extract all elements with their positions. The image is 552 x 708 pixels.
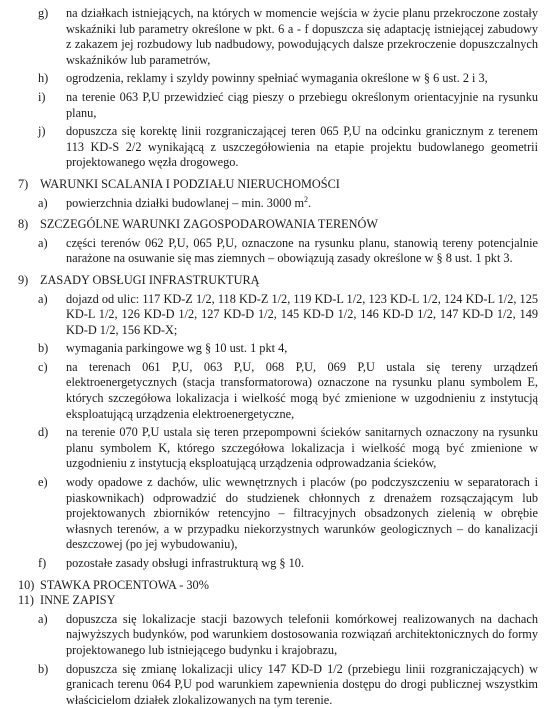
- item-text: dopuszcza się lokalizacje stacji bazowych telefonii komórkowej realizowanych na dachach najwyższych budynków, pod warunkiem dostosowania rozwiązań architektonicznych do formy projektowanego lub istniejącego budynku i krajobrazu,: [66, 611, 538, 657]
- item-label: e): [38, 475, 48, 490]
- list-item-8a: [0, 236, 552, 267]
- item-text: na terenie 070 P,U ustala się teren przepompowni ścieków sanitarnych oznaczony na rysunku planu symbolem K, którego szczegółowa lokalizacja i wielkość mogą być zmienione w uzgodnieniu z instytucją eksploatującą urządzenia odprowadzania ścieków,: [66, 425, 538, 471]
- superscript: 2: [304, 194, 309, 204]
- item-label: i): [38, 89, 46, 104]
- list-item-9c: [0, 360, 552, 422]
- item-text: dopuszcza się korektę linii rozgraniczającej teren 065 P,U na odcinku granicznym z terenem 113 KD-S 2/2 wynikającą z uszczegółowienia na etapie projektu budowlanego geometrii projektowanego węzła drogowego.: [66, 124, 538, 170]
- item-text-end: .: [308, 195, 312, 210]
- item-label: b): [38, 661, 49, 676]
- item-text: dopuszcza się zmianę lokalizacji ulicy 147 KD-D 1/2 (przebiegu linii rozgraniczających) w granicach terenu 064 P,U pod warunkiem zapewnienia dostępu do drogi publicznej wszystkim właścicielom działek zlokalizowanych na tym terenie.: [66, 661, 538, 707]
- section-title: WARUNKI SCALANIA I PODZIAŁU NIERUCHOMOŚCI: [40, 176, 340, 191]
- item-text: części terenów 062 P,U, 065 P,U, oznaczone na rysunku planu, stanowią tereny potencjalnie narażone na osuwanie się mas ziemnych – obowiązują zasady określone w § 8 ust. 1 pkt 3.: [66, 235, 538, 266]
- item-label: a): [38, 611, 48, 626]
- list-item-11a: [0, 612, 552, 659]
- item-text: dojazd od ulic: 117 KD-Z 1/2, 118 KD-Z 1/2, 119 KD-L 1/2, 123 KD-L 1/2, 124 KD-L 1/2, 125 KD-L 1/2, 126 KD-D 1/2, 127 KD-D 1/2, 145 KD-D 1/2, 146 KD-D 1/2, 147 KD-D 1/2, 149 KD-D 1/2, 156 KD-X;: [66, 291, 538, 337]
- section-title: STAWKA PROCENTOWA - 30%: [40, 577, 209, 592]
- section-heading-11: [0, 593, 552, 609]
- section-title: SZCZEGÓLNE WARUNKI ZAGOSPODAROWANIA TERENÓW: [40, 217, 379, 232]
- list-item-9e: [0, 475, 552, 553]
- item-label: b): [38, 341, 49, 356]
- section-title: INNE ZAPISY: [40, 593, 116, 608]
- item-label: c): [38, 359, 48, 374]
- item-text: na działkach istniejących, na których w momencie wejścia w życie planu przekroczone zostały wskaźniki lub parametry określone w pkt. 6 a - f dopuszcza się adaptację istniejącej zabudowy z zakazem jej rozbudowy lub nadbudowy, powodujących dalsze przekroczenie dopuszczalnych wskaźników lub parametrów,: [66, 6, 538, 67]
- section-heading-7: [0, 177, 552, 193]
- item-label: f): [38, 556, 47, 570]
- list-item-h: [0, 71, 552, 87]
- item-label: a): [38, 195, 48, 210]
- section-heading-8: [0, 217, 552, 233]
- list-item-j: [0, 124, 552, 171]
- list-item-9d: [0, 425, 552, 472]
- list-item-9b: [0, 341, 552, 357]
- item-text: wody opadowe z dachów, ulic wewnętrznych i placów (po podczyszczeniu w separatorach i piaskownikach) odprowadzić do studzienek chłonnych z drenażem rozsączającym lub projektowanych zbiorników retencyjno – filtracyjnych obsadzonych zielenią w obrębie własnych terenów, a w przypadku niekorzystnych warunków geologicznych – do kanalizacji deszczowej (po jej wybudowaniu),: [66, 475, 538, 552]
- list-item-7a: [0, 196, 552, 212]
- item-text: pozostałe zasady obsługi infrastrukturą wg § 10.: [66, 556, 305, 570]
- item-text: ogrodzenia, reklamy i szyldy powinny spełniać wymagania określone w § 6 ust. 2 i 3,: [66, 71, 488, 86]
- item-text: wymagania parkingowe wg § 10 ust. 1 pkt 4,: [66, 341, 288, 356]
- item-label: h): [38, 71, 49, 86]
- document-page: [0, 6, 552, 708]
- section-number: 8): [18, 217, 29, 232]
- section-title: ZASADY OBSŁUGI INFRASTRUKTURĄ: [40, 272, 260, 287]
- section-number: 9): [18, 272, 29, 287]
- section-number: 7): [18, 176, 29, 191]
- list-item-g: [0, 6, 552, 68]
- list-item-9f: [0, 556, 552, 572]
- item-label: j): [38, 124, 46, 139]
- section-number: 11): [18, 593, 34, 608]
- list-item-11b: [0, 662, 552, 708]
- item-label: g): [38, 6, 49, 20]
- list-item-i: [0, 90, 552, 121]
- item-text: na terenach 061 P,U, 063 P,U, 068 P,U, 069 P,U ustala się tereny urządzeń elektroenergetycznych (stacja transformatorowa) oznaczone na rysunku planu symbolem E, których szczegółowa lokalizacja i wielkość mogą być zmienione w uzgodnieniu z instytucją eksploatującą urządzenia elektroenergetyczne,: [66, 359, 538, 421]
- item-label: a): [38, 291, 48, 306]
- section-heading-9: [0, 273, 552, 289]
- section-number: 10): [18, 577, 35, 592]
- item-text: powierzchnia działki budowlanej – min. 3000 m: [66, 195, 305, 210]
- item-label: d): [38, 425, 49, 440]
- list-item-9a: [0, 292, 552, 339]
- item-text: na terenie 063 P,U przewidzieć ciąg pieszy o przebiegu określonym orientacyjnie na rysunku planu,: [66, 89, 538, 120]
- section-heading-10: [0, 578, 552, 594]
- item-label: a): [38, 235, 48, 250]
